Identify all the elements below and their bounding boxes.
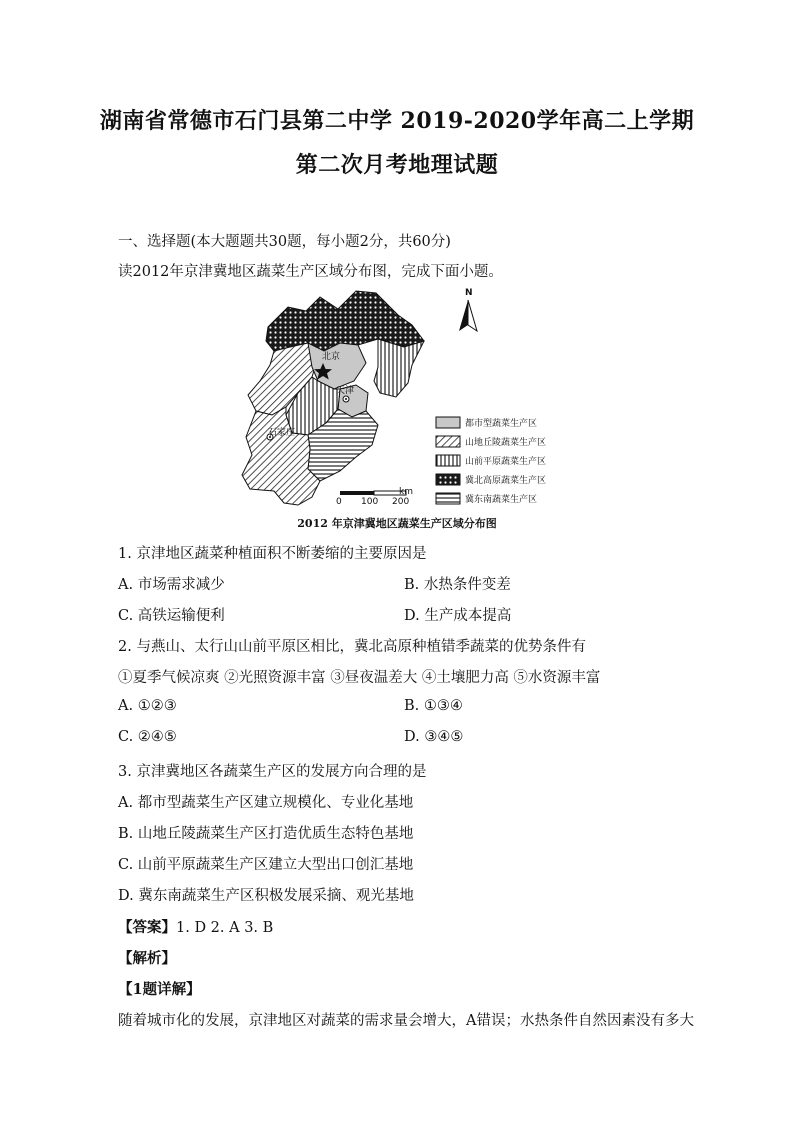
legend-swatch-plateau xyxy=(436,474,460,485)
beijing-label: 北京 xyxy=(322,352,341,362)
scale-tick-0: 0 xyxy=(336,497,342,507)
question-3-option-c: C. 山前平原蔬菜生产区建立大型出口创汇基地 xyxy=(118,857,414,873)
question-2-option-c: C. ②④⑤ xyxy=(118,729,177,745)
tianjin-city-icon-dot xyxy=(345,398,347,400)
scale-tick-100: 100 xyxy=(361,497,379,507)
question-2-stem: 2. 与燕山、太行山山前平原区相比，冀北高原种植错季蔬菜的优势条件有 xyxy=(118,639,586,655)
legend-swatch-southeast xyxy=(436,493,460,504)
answer-text: 1. D 2. A 3. B xyxy=(176,920,274,936)
legend-label-urban: 都市型蔬菜生产区 xyxy=(465,419,538,429)
north-label: N xyxy=(465,288,473,298)
shijiazhuang-label: 石家庄 xyxy=(268,428,296,438)
question-1-option-c: C. 高铁运输便利 xyxy=(118,608,225,624)
document-title-line-1: 湖南省常德市石门县第二中学 2019-2020学年高二上学期 xyxy=(99,108,695,134)
region-east-piedmont xyxy=(374,339,424,397)
legend-swatch-mountain xyxy=(436,436,460,447)
section-heading: 一、选择题(本大题题共30题，每小题2分，共60分) xyxy=(118,234,451,250)
legend-label-mountain: 山地丘陵蔬菜生产区 xyxy=(465,438,547,448)
document-title-line-2: 第二次月考地理试题 xyxy=(295,152,499,178)
map-legend xyxy=(436,417,546,505)
legend-label-plateau: 冀北高原蔬菜生产区 xyxy=(465,476,547,486)
question-intro: 读2012年京津冀地区蔬菜生产区域分布图，完成下面小题。 xyxy=(118,264,503,280)
answer-line xyxy=(118,916,273,937)
map-caption: 2012 年京津冀地区蔬菜生产区域分布图 xyxy=(297,517,497,530)
north-arrow-icon xyxy=(459,288,477,331)
question-2-option-d: D. ③④⑤ xyxy=(404,729,464,745)
detail-text: 随着城市化的发展，京津地区对蔬菜的需求量会增大，A错误；水热条件自然因素没有多大 xyxy=(118,1013,694,1029)
question-3-stem: 3. 京津冀地区各蔬菜生产区的发展方向合理的是 xyxy=(118,764,427,780)
question-3-option-a: A. 都市型蔬菜生产区建立规模化、专业化基地 xyxy=(118,795,414,811)
legend-swatch-piedmont xyxy=(436,455,460,466)
question-2-option-b: B. ①③④ xyxy=(404,698,463,714)
scale-tick-200: 200 xyxy=(392,497,410,507)
question-1-option-d: D. 生产成本提高 xyxy=(404,608,512,624)
question-1-stem: 1. 京津地区蔬菜种植面积不断萎缩的主要原因是 xyxy=(118,546,427,562)
answer-label: 【答案】 xyxy=(118,919,176,936)
question-2-conditions: ①夏季气候凉爽 ②光照资源丰富 ③昼夜温差大 ④土壤肥力高 ⑤水资源丰富 xyxy=(118,670,601,686)
detail-heading: 【1题详解】 xyxy=(118,981,201,998)
vegetable-region-map xyxy=(228,285,568,507)
question-3-option-b: B. 山地丘陵蔬菜生产区打造优质生态特色基地 xyxy=(118,826,414,842)
question-2-option-a: A. ①②③ xyxy=(118,698,177,714)
tianjin-label: 天津 xyxy=(336,386,355,396)
question-1-option-b: B. 水热条件变差 xyxy=(404,577,511,593)
analysis-label: 【解析】 xyxy=(118,950,176,967)
scale-bar xyxy=(336,487,413,507)
question-1-option-a: A. 市场需求减少 xyxy=(118,577,225,593)
legend-label-piedmont: 山前平原蔬菜生产区 xyxy=(465,457,547,467)
scale-unit: km xyxy=(399,487,413,497)
question-3-option-d: D. 冀东南蔬菜生产区积极发展采摘、观光基地 xyxy=(118,888,414,904)
legend-label-southeast: 冀东南蔬菜生产区 xyxy=(465,495,538,505)
legend-swatch-urban xyxy=(436,417,460,428)
region-north-plateau xyxy=(266,291,424,351)
map-svg xyxy=(228,285,568,507)
